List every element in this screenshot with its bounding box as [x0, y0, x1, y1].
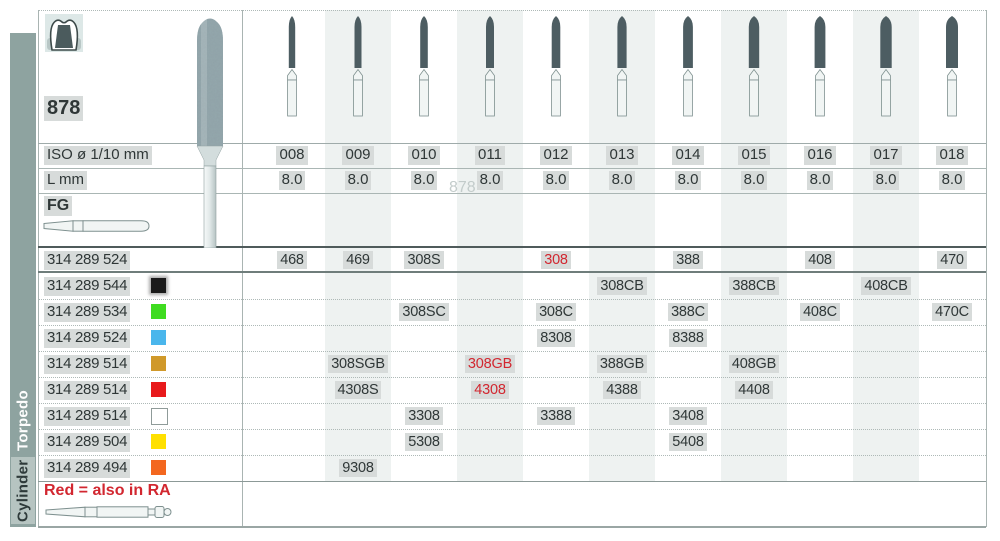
torpedo-bur-icon	[809, 14, 831, 118]
table-top-border	[38, 10, 986, 11]
iso-value: 016	[787, 146, 853, 165]
torpedo-bur-icon	[545, 14, 567, 118]
catalog-cell: 308SGB	[325, 351, 391, 377]
l-value: 8.0	[391, 171, 457, 190]
order-number: 314 289 504	[44, 429, 164, 455]
tooth-crown-icon	[45, 14, 83, 52]
order-number: 314 289 534	[44, 299, 164, 325]
ra-latch-shank-icon	[45, 502, 173, 522]
torpedo-bur-icon	[413, 14, 435, 118]
iso-value: 018	[919, 146, 985, 165]
row-separator	[38, 455, 986, 456]
color-swatch-orange	[151, 460, 166, 475]
torpedo-bur-icon	[743, 14, 765, 118]
sidebar-label-cylinder: Cylinder	[14, 459, 32, 522]
torpedo-bur-icon	[611, 14, 633, 118]
l-value: 8.0	[853, 171, 919, 190]
l-value: 8.0	[259, 171, 325, 190]
row-line	[38, 143, 986, 144]
l-value: 8.0	[655, 171, 721, 190]
catalog-cell: 4308S	[325, 377, 391, 403]
catalog-cell: 4408	[721, 377, 787, 403]
order-number: 314 289 494	[44, 455, 164, 481]
torpedo-bur-icon	[347, 14, 369, 118]
table-bottom-border	[38, 526, 986, 528]
figure-number: 878	[44, 96, 83, 121]
row-separator	[38, 429, 986, 430]
diamond-bur-photo	[188, 16, 232, 248]
table-right-border	[986, 10, 987, 527]
l-value: 8.0	[589, 171, 655, 190]
catalog-cell: 388CB	[721, 273, 787, 299]
order-number: 314 289 524	[44, 325, 164, 351]
catalog-cell: 3308	[391, 403, 457, 429]
torpedo-bur-icon	[347, 14, 369, 118]
torpedo-bur-icon	[677, 14, 699, 118]
torpedo-bur-icon	[281, 14, 303, 118]
iso-value: 009	[325, 146, 391, 165]
catalog-cell: 8308	[523, 325, 589, 351]
catalog-cell: 469	[325, 247, 391, 273]
catalog-cell: 308S	[391, 247, 457, 273]
catalog-cell: 308C	[523, 299, 589, 325]
order-number: 314 289 514	[44, 403, 164, 429]
color-swatch-white	[151, 408, 168, 425]
catalog-cell: 468	[259, 247, 325, 273]
color-swatch-blue	[151, 330, 166, 345]
watermark-figure-number: 878	[449, 179, 476, 196]
catalog-cell: 470	[919, 247, 985, 273]
row-line	[38, 193, 986, 194]
order-number: 314 289 514	[44, 351, 164, 377]
table-column-divider	[242, 10, 243, 527]
iso-value: 014	[655, 146, 721, 165]
iso-value: 013	[589, 146, 655, 165]
torpedo-bur-icon	[611, 14, 633, 118]
l-value: 8.0	[457, 171, 523, 190]
shank-type-label: FG	[44, 196, 72, 216]
catalog-cell: 8388	[655, 325, 721, 351]
torpedo-bur-icon	[479, 14, 501, 118]
catalog-cell: 388GB	[589, 351, 655, 377]
catalog-cell: 408GB	[721, 351, 787, 377]
catalog-cell: 408CB	[853, 273, 919, 299]
torpedo-bur-icon	[545, 14, 567, 118]
catalog-cell: 308	[523, 247, 589, 273]
l-value: 8.0	[787, 171, 853, 190]
red-footnote: Red = also in RA	[44, 482, 171, 499]
catalog-cell: 5308	[391, 429, 457, 455]
catalog-cell: 9308	[325, 455, 391, 481]
color-swatch-yellow	[151, 434, 166, 449]
order-number: 314 289 524	[44, 247, 164, 273]
torpedo-bur-icon	[809, 14, 831, 118]
color-swatch-red	[151, 382, 166, 397]
sidebar-label-torpedo: Torpedo	[14, 390, 32, 452]
torpedo-bur-icon	[941, 14, 963, 118]
catalog-cell: 408	[787, 247, 853, 273]
l-value: 8.0	[523, 171, 589, 190]
torpedo-bur-icon	[677, 14, 699, 118]
iso-value: 011	[457, 146, 523, 165]
row-separator	[38, 325, 986, 326]
iso-value: 012	[523, 146, 589, 165]
l-value: 8.0	[919, 171, 985, 190]
torpedo-bur-icon	[875, 14, 897, 118]
catalog-cell: 408C	[787, 299, 853, 325]
color-swatch-gold	[151, 356, 166, 371]
order-number: 314 289 514	[44, 377, 164, 403]
torpedo-bur-icon	[413, 14, 435, 118]
catalog-cell: 4308	[457, 377, 523, 403]
catalog-cell: 4388	[589, 377, 655, 403]
catalog-cell: 3408	[655, 403, 721, 429]
footer-separator-line	[38, 481, 986, 482]
iso-value: 010	[391, 146, 457, 165]
fg-shank-icon	[43, 216, 151, 236]
iso-diameter-label: ISO ø 1/10 mm	[44, 146, 152, 165]
torpedo-bur-icon	[479, 14, 501, 118]
catalog-cell: 308SC	[391, 299, 457, 325]
catalog-cell: 470C	[919, 299, 985, 325]
catalog-cell: 388C	[655, 299, 721, 325]
torpedo-bur-icon	[941, 14, 963, 118]
l-value: 8.0	[721, 171, 787, 190]
color-swatch-black	[151, 278, 166, 293]
iso-value: 008	[259, 146, 325, 165]
iso-value: 015	[721, 146, 787, 165]
catalog-cell: 5408	[655, 429, 721, 455]
iso-value: 017	[853, 146, 919, 165]
catalog-cell: 308GB	[457, 351, 523, 377]
l-value: 8.0	[325, 171, 391, 190]
catalog-cell: 3388	[523, 403, 589, 429]
torpedo-bur-icon	[281, 14, 303, 118]
row-separator	[38, 403, 986, 404]
length-label: L mm	[44, 171, 87, 190]
catalog-cell: 388	[655, 247, 721, 273]
torpedo-bur-icon	[875, 14, 897, 118]
torpedo-bur-icon	[743, 14, 765, 118]
order-number: 314 289 544	[44, 273, 164, 299]
row-line	[38, 168, 986, 169]
catalog-cell: 308CB	[589, 273, 655, 299]
table-left-border	[38, 10, 39, 527]
color-swatch-green	[151, 304, 166, 319]
